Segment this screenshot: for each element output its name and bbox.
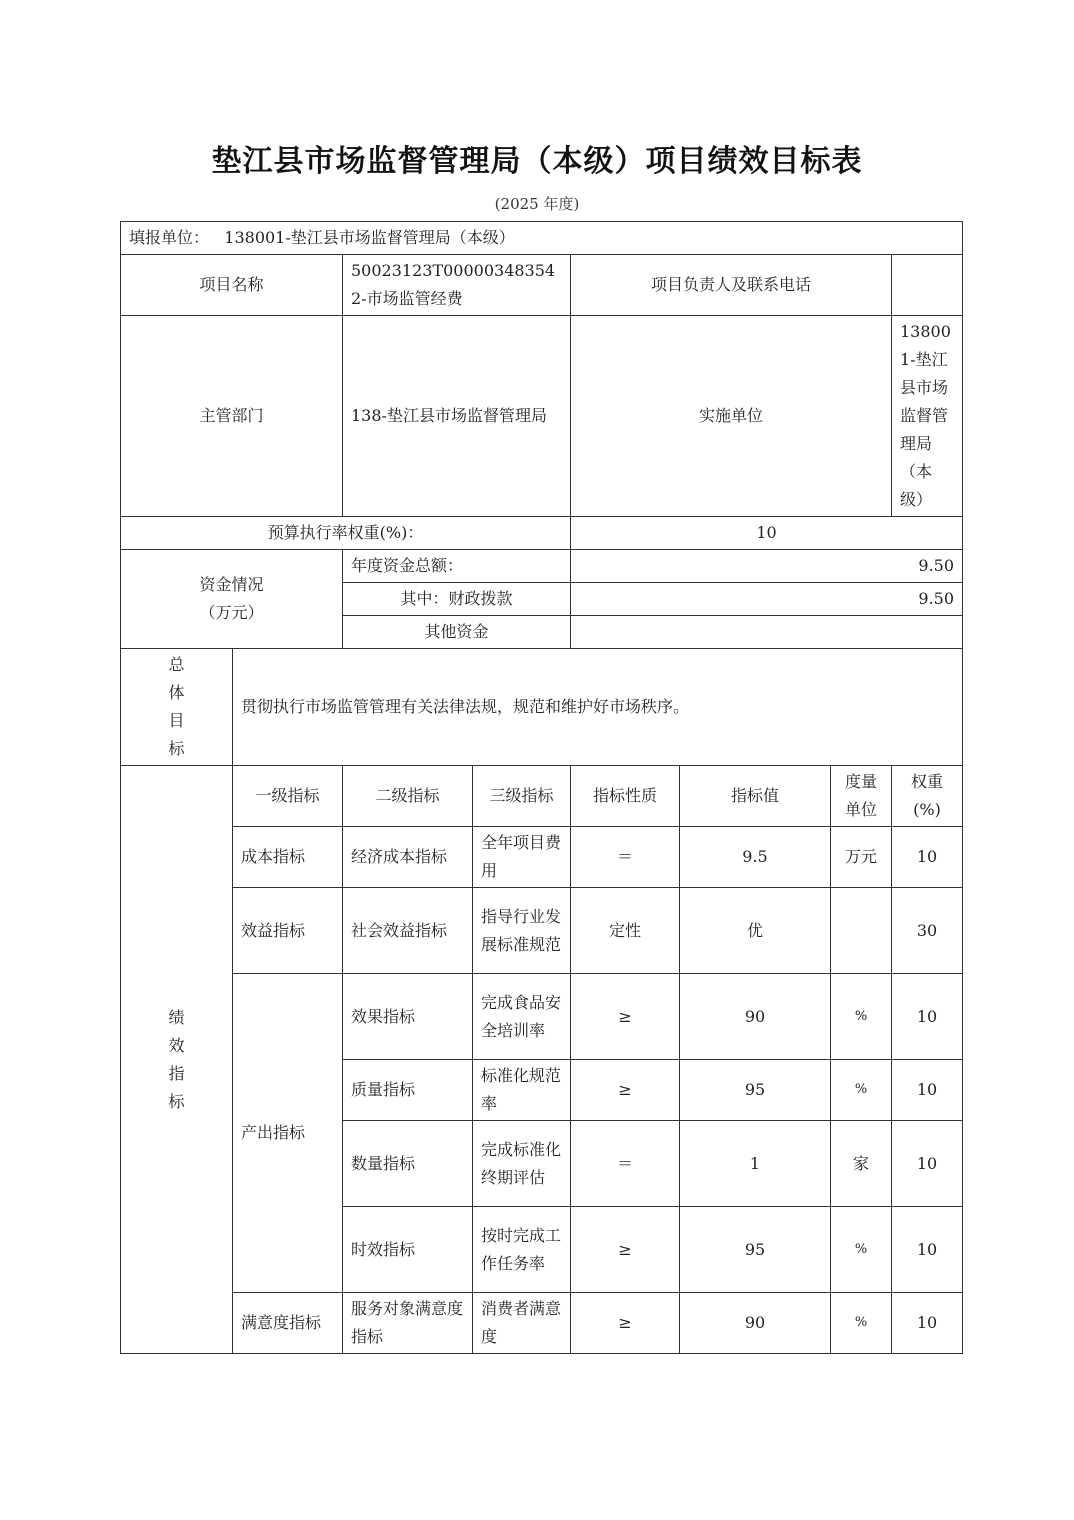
indicators-label-char: 指 bbox=[168, 1063, 185, 1083]
indicator-nature: ≥ bbox=[571, 1060, 680, 1121]
indicator-unit: 家 bbox=[831, 1121, 892, 1207]
page-subtitle: (2025 年度) bbox=[494, 195, 580, 213]
indicator-level3: 消费者满意度 bbox=[473, 1293, 571, 1354]
funds-total-row bbox=[121, 550, 963, 583]
indicator-weight: 10 bbox=[892, 1207, 963, 1293]
funds-other-value bbox=[571, 616, 963, 649]
header-level3: 三级指标 bbox=[473, 766, 571, 827]
indicator-row bbox=[121, 827, 963, 888]
indicator-row bbox=[121, 974, 963, 1060]
indicator-nature: ≥ bbox=[571, 974, 680, 1060]
indicator-level2: 质量指标 bbox=[343, 1060, 473, 1121]
indicator-nature: ≥ bbox=[571, 1293, 680, 1354]
project-name-row bbox=[121, 255, 963, 316]
indicator-level3: 全年项目费用 bbox=[473, 827, 571, 888]
indicator-level1: 产出指标 bbox=[233, 974, 343, 1293]
indicator-value: 1 bbox=[680, 1121, 831, 1207]
header-level1: 一级指标 bbox=[233, 766, 343, 827]
header-weight: 权重(%) bbox=[892, 766, 963, 827]
funds-other-label: 其他资金 bbox=[343, 616, 571, 649]
indicator-value: 90 bbox=[680, 974, 831, 1060]
indicators-label bbox=[121, 766, 233, 1354]
funds-total-label: 年度资金总额： bbox=[343, 550, 571, 583]
indicator-value: 90 bbox=[680, 1293, 831, 1354]
funds-fiscal-label: 其中：财政拨款 bbox=[343, 583, 571, 616]
funds-label bbox=[121, 550, 343, 649]
fill-unit-value: 138001-垫江县市场监督管理局（本级） bbox=[224, 228, 515, 247]
indicators-label-char: 绩 bbox=[168, 1007, 185, 1027]
budget-rate-row bbox=[121, 517, 963, 550]
indicators-label-char: 效 bbox=[168, 1035, 185, 1055]
indicator-nature: ＝ bbox=[571, 1121, 680, 1207]
goal-label bbox=[121, 649, 233, 766]
goal-text: 贯彻执行市场监管管理有关法律法规，规范和维护好市场秩序。 bbox=[233, 649, 963, 766]
impl-label: 实施单位 bbox=[571, 316, 892, 517]
goal-row bbox=[121, 649, 963, 766]
goal-label-char: 总 bbox=[168, 655, 185, 674]
dept-row bbox=[121, 316, 963, 517]
fill-unit-row bbox=[121, 222, 963, 255]
goal-label-char: 标 bbox=[168, 739, 185, 758]
indicator-level2: 时效指标 bbox=[343, 1207, 473, 1293]
indicator-unit bbox=[831, 888, 892, 974]
fill-unit-label: 填报单位： bbox=[129, 228, 210, 247]
indicator-unit: % bbox=[831, 974, 892, 1060]
indicator-unit: % bbox=[831, 1293, 892, 1354]
goal-label-char: 体 bbox=[168, 683, 185, 702]
header-level2: 二级指标 bbox=[343, 766, 473, 827]
project-name-label: 项目名称 bbox=[121, 255, 343, 316]
indicator-weight: 10 bbox=[892, 1293, 963, 1354]
indicator-value: 优 bbox=[680, 888, 831, 974]
funds-total-value: 9.50 bbox=[571, 550, 963, 583]
indicator-value: 95 bbox=[680, 1207, 831, 1293]
indicator-weight: 30 bbox=[892, 888, 963, 974]
impl-value: 138001-垫江县市场监督管理局（本级） bbox=[892, 316, 963, 517]
funds-label-line1: 资金情况 bbox=[199, 575, 264, 594]
budget-rate-label: 预算执行率权重(%)： bbox=[121, 517, 571, 550]
indicator-level2: 服务对象满意度指标 bbox=[343, 1293, 473, 1354]
performance-target-table bbox=[120, 221, 963, 1354]
project-lead-value bbox=[892, 255, 963, 316]
dept-label: 主管部门 bbox=[121, 316, 343, 517]
project-lead-label: 项目负责人及联系电话 bbox=[571, 255, 892, 316]
indicator-level3: 完成食品安全培训率 bbox=[473, 974, 571, 1060]
project-name-value: 50023123T000003483542-市场监管经费 bbox=[343, 255, 571, 316]
indicator-unit: % bbox=[831, 1060, 892, 1121]
indicator-level3: 指导行业发展标准规范 bbox=[473, 888, 571, 974]
indicator-nature: ≥ bbox=[571, 1207, 680, 1293]
budget-rate-value: 10 bbox=[571, 517, 963, 550]
indicator-level1: 成本指标 bbox=[233, 827, 343, 888]
indicator-level2: 数量指标 bbox=[343, 1121, 473, 1207]
goal-label-char: 目 bbox=[168, 711, 185, 730]
indicators-label-char: 标 bbox=[168, 1091, 185, 1111]
funds-fiscal-value: 9.50 bbox=[571, 583, 963, 616]
indicator-level2: 社会效益指标 bbox=[343, 888, 473, 974]
indicator-row bbox=[121, 888, 963, 974]
indicator-level1: 满意度指标 bbox=[233, 1293, 343, 1354]
header-nature: 指标性质 bbox=[571, 766, 680, 827]
indicator-weight: 10 bbox=[892, 974, 963, 1060]
header-value: 指标值 bbox=[680, 766, 831, 827]
indicator-level1: 效益指标 bbox=[233, 888, 343, 974]
indicator-weight: 10 bbox=[892, 827, 963, 888]
dept-value: 138-垫江县市场监督管理局 bbox=[343, 316, 571, 517]
indicator-value: 95 bbox=[680, 1060, 831, 1121]
indicator-row bbox=[121, 1293, 963, 1354]
indicator-level2: 效果指标 bbox=[343, 974, 473, 1060]
indicator-nature: 定性 bbox=[571, 888, 680, 974]
fill-unit-cell bbox=[121, 222, 963, 255]
indicator-level3: 按时完成工作任务率 bbox=[473, 1207, 571, 1293]
indicator-weight: 10 bbox=[892, 1121, 963, 1207]
indicator-unit: % bbox=[831, 1207, 892, 1293]
indicator-level3: 标准化规范率 bbox=[473, 1060, 571, 1121]
indicator-level3: 完成标准化终期评估 bbox=[473, 1121, 571, 1207]
indicator-header-row bbox=[121, 766, 963, 827]
indicator-unit: 万元 bbox=[831, 827, 892, 888]
header-unit: 度量单位 bbox=[831, 766, 892, 827]
indicator-value: 9.5 bbox=[680, 827, 831, 888]
indicator-level2: 经济成本指标 bbox=[343, 827, 473, 888]
indicator-weight: 10 bbox=[892, 1060, 963, 1121]
indicator-nature: ＝ bbox=[571, 827, 680, 888]
funds-label-line2: （万元） bbox=[199, 603, 264, 622]
page-title: 垫江县市场监督管理局（本级）项目绩效目标表 bbox=[211, 144, 863, 179]
